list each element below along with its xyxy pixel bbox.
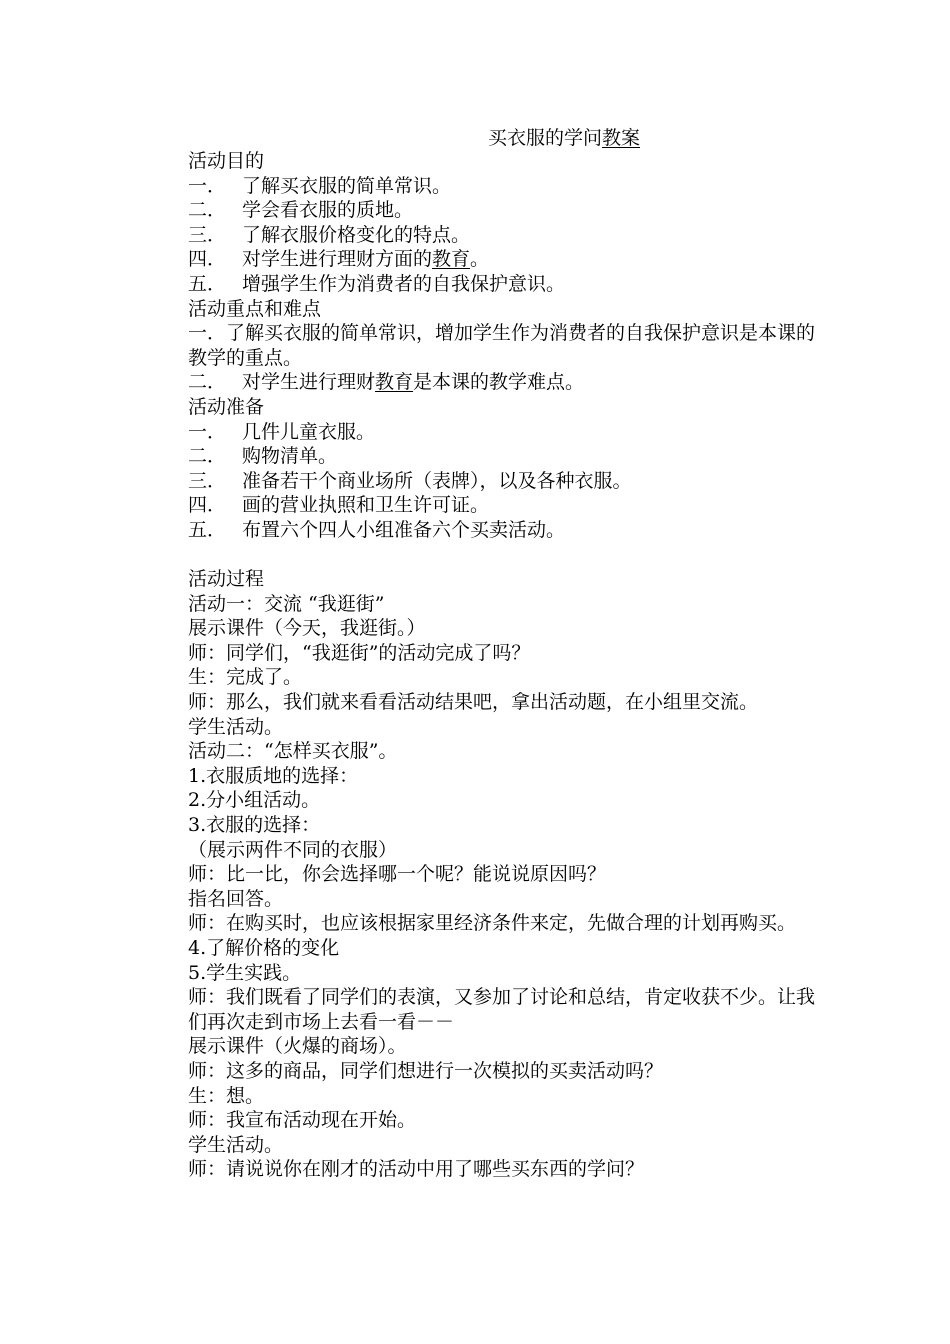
process-line: 生：想。 xyxy=(188,1084,265,1107)
prep-item: 四． 画的营业执照和卫生许可证。 xyxy=(188,494,490,517)
section-heading-focus: 活动重点和难点 xyxy=(188,297,322,320)
process-line: 5.学生实践。 xyxy=(188,961,302,984)
process-line: 活动一：交流 “我逛街” xyxy=(188,592,385,615)
section-heading-prep: 活动准备 xyxy=(188,395,265,418)
process-line: 师：同学们，“我逛街”的活动完成了吗？ xyxy=(188,641,531,664)
section-heading-process: 活动过程 xyxy=(188,568,265,591)
prep-item: 三． 准备若干个商业场所（表牌），以及各种衣服。 xyxy=(188,469,632,492)
process-line: 4.了解价格的变化 xyxy=(188,937,340,959)
process-line: 展示课件（今天，我逛街。） xyxy=(188,617,426,640)
process-line: 展示课件（火爆的商场）。 xyxy=(188,1035,407,1058)
process-line: 师：这多的商品，同学们想进行一次模拟的买卖活动吗？ xyxy=(188,1059,664,1082)
process-line: 活动二：“怎样买衣服”。 xyxy=(188,740,398,763)
process-line: 师：在购买时，也应该根据家里经济条件来定，先做合理的计划再购买。 xyxy=(188,912,797,935)
focus-item: 二． 对学生进行理财教育是本课的教学难点。 xyxy=(188,371,585,394)
goal-item: 四． 对学生进行理财方面的教育。 xyxy=(188,248,490,271)
focus-item: 一．了解买衣服的简单常识，增加学生作为消费者的自我保护意识是本课的教学的重点。 xyxy=(188,322,816,369)
process-line: 师：我宣布活动现在开始。 xyxy=(188,1109,417,1132)
prep-item: 一． 几件儿童衣服。 xyxy=(188,420,376,443)
goal-item: 五． 增强学生作为消费者的自我保护意识。 xyxy=(188,272,566,295)
education-link[interactable]: 教育 xyxy=(432,248,471,271)
process-line: 1.衣服质地的选择： xyxy=(188,764,359,787)
goal-item: 三． 了解衣服价格变化的特点。 xyxy=(188,223,471,246)
process-line: 学生活动。 xyxy=(188,715,284,738)
process-line: 师：那么，我们就来看看活动结果吧，拿出活动题，在小组里交流。 xyxy=(188,691,759,714)
goal-item: 二． 学会看衣服的质地。 xyxy=(188,199,414,222)
process-line: 师：比一比，你会选择哪一个呢？能说说原因吗？ xyxy=(188,863,607,886)
education-link[interactable]: 教育 xyxy=(375,371,414,394)
section-heading-goals: 活动目的 xyxy=(188,150,265,172)
process-line: 3.衣服的选择： xyxy=(188,814,321,837)
spacer xyxy=(188,543,828,568)
doc-title-text: 买衣服的学问 xyxy=(488,127,603,149)
prep-item: 二． 购物清单。 xyxy=(188,445,338,468)
process-line: 师：我们既看了同学们的表演，又参加了讨论和总结，肯定收获不少。让我们再次走到市场上去看一看－－ xyxy=(188,986,816,1033)
doc-title xyxy=(488,126,640,151)
doc-title-link[interactable]: 教案 xyxy=(602,127,641,149)
process-line: 学生活动。 xyxy=(188,1133,284,1156)
process-line: 2.分小组活动。 xyxy=(188,789,321,812)
process-line: 指名回答。 xyxy=(188,887,284,910)
process-line: 生：完成了。 xyxy=(188,666,303,689)
doc-body xyxy=(188,149,828,1182)
prep-item: 五． 布置六个四人小组准备六个买卖活动。 xyxy=(188,518,566,541)
process-line: 师：请说说你在刚才的活动中用了哪些买东西的学问？ xyxy=(188,1158,645,1181)
process-line: （展示两件不同的衣服） xyxy=(188,838,398,861)
goal-item: 一． 了解买衣服的简单常识。 xyxy=(188,174,452,197)
